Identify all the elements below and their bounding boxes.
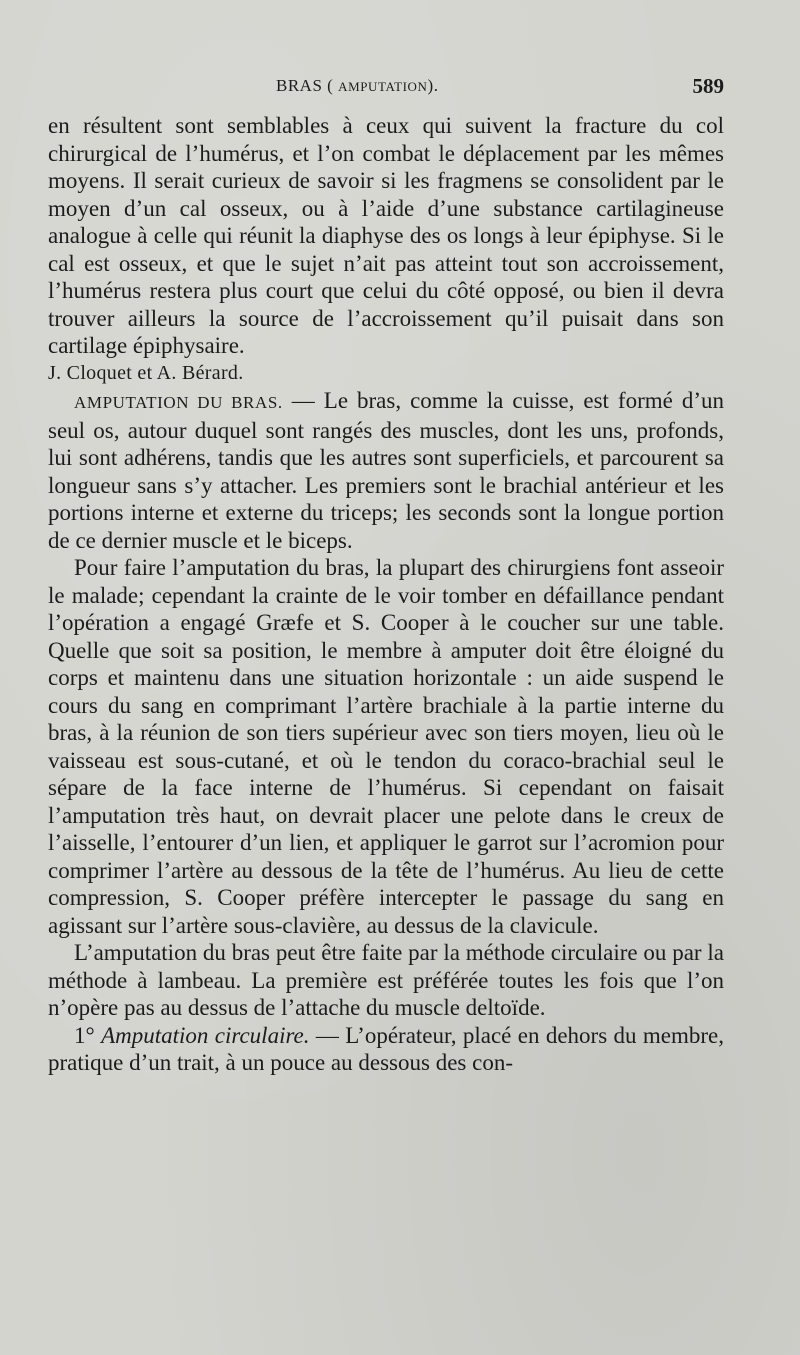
running-title-prefix: BRAS (: [276, 76, 334, 95]
paragraph-circular: [48, 1022, 724, 1077]
running-title-small: AMPUTATION: [338, 79, 428, 94]
paragraph-amputation-du-bras: [48, 387, 724, 554]
paragraph-methods: L’amputation du bras peut être faite par la méthode circulaire ou par la méthode à lambeau. La première est préférée toutes les fois que l’on n’opère pas au dessus de l’attache du muscle deltoïde.: [48, 940, 724, 1020]
paragraph-text: — Le bras, comme la cuisse, est formé d’un seul os, autour duquel sont rangés des muscles, dont les uns, profonds, lui sont adhérens, tandis que les autres sont superficiels, et parcourent sa longueur sans s’y attacher. Les premiers sont le brachial antérieur et les portions interne et externe du triceps; les seconds sont la longue portion de ce dernier muscle et le biceps.: [48, 388, 724, 553]
running-header: [48, 76, 724, 104]
text-block: [48, 112, 724, 1077]
running-title-suffix: ).: [427, 76, 439, 95]
author-signature: J. Cloquet et A. Bérard.: [48, 361, 244, 384]
subsection-label: Amputation circulaire.: [101, 1022, 310, 1048]
page-number: 589: [692, 74, 724, 98]
section-label: AMPUTATION DU BRAS.: [74, 393, 283, 412]
paragraph-procedure: Pour faire l’amputation du bras, la plupart des chirurgiens font asseoir le malade; cependant la crainte de le voir tomber en défaillance pendant l’opération a engagé Græfe et S. Cooper à le coucher sur une table. Quelle que soit sa position, le membre à amputer doit être éloigné du corps et maintenu dans une situation horizontale : un aide suspend le cours du sang en comprimant l’artère brachiale à la partie interne du bras, à la réunion de son tiers supérieur avec son tiers moyen, lieu où le vaisseau est sous-cutané, et où le tendon du coraco-brachial seul le sépare de la face interne de l’humérus. Si cependant on faisait l’amputation très haut, on devrait placer une pelote dans le creux de l’aisselle, l’entourer d’un lien, et appliquer le garrot sur l’acromion pour comprimer l’artère au dessous de la tête de l’humérus. Au lieu de cette compression, S. Cooper préfère intercepter le passage du sang en agissant sur l’artère sous-clavière, au dessus de la clavicule.: [48, 555, 724, 938]
running-title: [276, 76, 438, 96]
paragraph-text: — L’opérateur, placé en dehors du membre, pratique d’un trait, à un pouce au dessous des con-: [48, 1022, 724, 1075]
paragraph-continuation: en résultent sont semblables à ceux qui suivent la fracture du col chirurgical de l’humérus, et l’on combat le déplacement par les mêmes moyens. Il serait curieux de savoir si les fragmens se consolident par le moyen d’un cal osseux, ou à l’aide d’une substance cartilagineuse analogue à celle qui réunit la diaphyse des os longs à leur épiphyse. Si le cal est osseux, et que le sujet n’ait pas atteint tout son accroissement, l’humérus restera plus court que celui du côté opposé, ou bien il devra trouver ailleurs la source de l’accroissement qu’il puisait dans son cartilage épiphysaire.: [48, 113, 724, 358]
item-number: 1°: [74, 1022, 102, 1048]
